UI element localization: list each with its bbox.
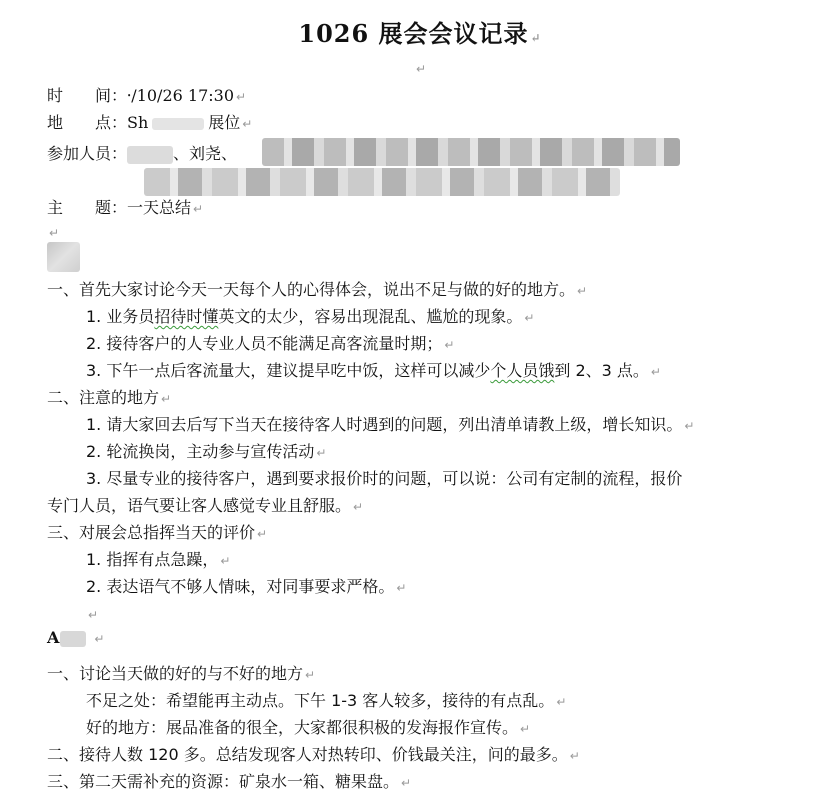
list-text: 1. 请大家回去后写下当天在接待客人时遇到的问题，列出清单请教上级，增长知识。 <box>86 415 683 434</box>
paragraph-mark-icon: ↵ <box>530 31 542 45</box>
paragraph-mark-icon: ↵ <box>569 749 580 763</box>
paragraph-mark-icon: ↵ <box>524 311 535 325</box>
people-label: 参加人员： <box>47 144 128 163</box>
paragraph-mark-icon: ↵ <box>49 226 60 240</box>
section2-item-2 <box>47 745 580 766</box>
section1-item-2-1 <box>86 415 694 436</box>
paragraph-mark-icon: ↵ <box>401 776 412 790</box>
paragraph-mark-icon: ↵ <box>305 668 316 682</box>
paragraph-mark-icon: ↵ <box>257 527 268 541</box>
paragraph-mark-icon: ↵ <box>684 419 695 433</box>
list-text: 到 2、3 点。 <box>554 361 649 380</box>
time-label: 时 间： <box>47 86 128 105</box>
list-text: 英文的太少，容易出现混乱、尴尬的现象。 <box>218 307 523 326</box>
section1-item-3 <box>47 523 267 544</box>
paragraph-mark-icon: ↵ <box>520 722 531 736</box>
section1-item-1-3 <box>86 361 661 382</box>
paragraph-mark-icon: ↵ <box>416 62 427 76</box>
topic-value: 一天总结 <box>127 198 192 217</box>
list-text: 专门人员，语气要让客人感觉专业且舒服。 <box>47 496 352 515</box>
list-text: 三、第二天需补充的资源：矿泉水一箱、糖果盘。 <box>47 772 400 791</box>
document-title <box>0 14 840 49</box>
section2-item-1 <box>47 664 315 685</box>
paragraph-mark-icon: ↵ <box>161 392 172 406</box>
section2-heading <box>47 628 104 649</box>
meta-time-row <box>47 86 246 107</box>
redacted-block <box>47 242 80 272</box>
list-text: 三、对展会总指挥当天的评价 <box>47 523 256 542</box>
paragraph-mark-icon: ↵ <box>88 608 99 622</box>
paragraph-mark-icon: ↵ <box>396 581 407 595</box>
people-visible: 、刘尧、 <box>173 144 238 163</box>
paragraph-mark-icon: ↵ <box>556 695 567 709</box>
section2-item-1-a <box>86 691 566 712</box>
paragraph-mark-icon: ↵ <box>577 284 588 298</box>
blank-paragraph <box>414 58 426 79</box>
title-text: 1026 展会会议记录 <box>298 19 529 48</box>
list-text: 2. 接待客户的人专业人员不能满足高客流量时期； <box>86 334 443 353</box>
place-label: 地 点： <box>47 113 128 132</box>
list-text: 一、首先大家讨论今天一天每个人的心得体会，说出不足与做的好的地方。 <box>47 280 576 299</box>
section1-item-1-2 <box>86 334 454 355</box>
section1-item-2-3 <box>86 469 682 489</box>
topic-label: 主 题： <box>47 198 128 217</box>
time-value: ⸱/10/26 17:30 <box>127 86 234 105</box>
place-value-prefix: Sh <box>127 113 149 132</box>
paragraph-mark-icon: ↵ <box>650 365 661 379</box>
redacted-block <box>262 138 680 166</box>
list-text: 3. 下午一点后客流量大，建议提早吃中饭，这样可以减少 <box>86 361 491 380</box>
list-text: 1. 指挥有点急躁， <box>86 550 219 569</box>
section2-item-1-b <box>86 718 530 739</box>
paragraph-mark-icon: ↵ <box>236 90 247 104</box>
paragraph-mark-icon: ↵ <box>220 554 231 568</box>
section1-item-3-1 <box>86 550 230 571</box>
section1-item-1 <box>47 280 587 301</box>
list-text: 3. 尽量专业的接待客户，遇到要求报价时的问题，可以说：公司有定制的流程，报价 <box>86 469 683 488</box>
spellcheck-text: 个人员饿 <box>490 361 555 380</box>
list-text: 2. 表达语气不够人情味，对同事要求严格。 <box>86 577 395 596</box>
list-text: 2. 轮流换岗，主动参与宣传活动 <box>86 442 315 461</box>
list-text: 一、讨论当天做的好的与不好的地方 <box>47 664 304 683</box>
section2-item-3 <box>47 772 411 793</box>
paragraph-mark-icon: ↵ <box>316 446 327 460</box>
section2-heading-text: A <box>47 628 60 647</box>
meta-people-row <box>47 144 237 164</box>
list-text: 好的地方：展品准备的很全，大家都很积极的发海报作宣传。 <box>86 718 519 737</box>
list-text: 二、接待人数 120 多。总结发现客人对热转印、价钱最关注，问的最多。 <box>47 745 568 764</box>
section1-item-3-2 <box>86 577 406 598</box>
section1-item-2 <box>47 388 171 409</box>
paragraph-mark-icon: ↵ <box>353 500 364 514</box>
section1-item-2-2 <box>86 442 326 463</box>
list-text: 不足之处：希望能再主动点。下午 1-3 客人较多，接待的有点乱。 <box>86 691 555 710</box>
list-text: 二、注意的地方 <box>47 388 160 407</box>
redacted-block <box>60 631 86 647</box>
meta-topic-row <box>47 198 203 219</box>
paragraph-mark-icon: ↵ <box>444 338 455 352</box>
meta-place-row <box>47 113 252 134</box>
place-value-suffix: 展位 <box>208 113 241 132</box>
redacted-block <box>152 118 204 130</box>
spellcheck-text: 招待时懂 <box>154 307 219 326</box>
paragraph-mark-icon: ↵ <box>193 202 204 216</box>
section1-item-2-3-cont <box>47 496 363 517</box>
redacted-block <box>144 168 620 196</box>
paragraph-mark-icon: ↵ <box>94 632 105 646</box>
paragraph-mark-icon: ↵ <box>242 117 253 131</box>
blank-paragraph <box>47 222 59 243</box>
redacted-block <box>127 146 173 164</box>
blank-paragraph <box>86 604 98 625</box>
section1-item-1-1 <box>86 307 534 328</box>
list-text: 1. 业务员 <box>86 307 155 326</box>
